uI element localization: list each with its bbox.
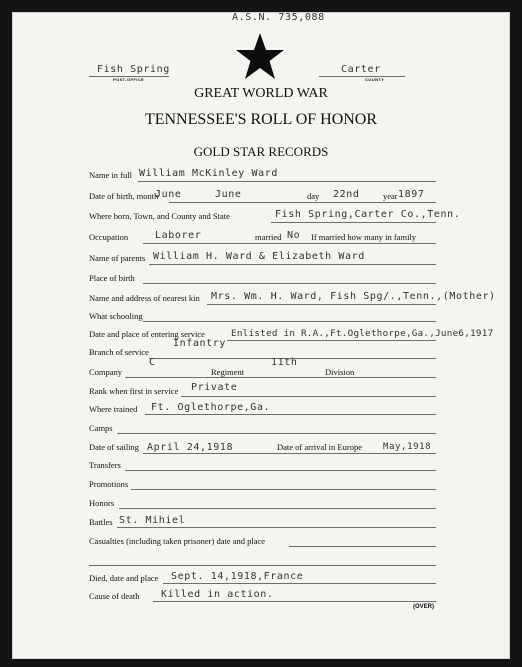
company-value: C xyxy=(149,357,156,368)
died-value: Sept. 14,1918,France xyxy=(171,571,304,582)
died-label: Died, date and place xyxy=(89,573,159,583)
rank-value: Private xyxy=(191,382,238,393)
line-company xyxy=(125,377,436,378)
branch-value: Infantry xyxy=(173,338,226,349)
county-line xyxy=(319,76,405,77)
line-kin xyxy=(207,304,436,305)
transfers-label: Transfers xyxy=(89,460,121,470)
kin-value: Mrs. Wm. H. Ward, Fish Spg/.,Tenn.,(Mother) xyxy=(211,291,496,302)
battles-value: St. Mihiel xyxy=(119,515,186,526)
line-honors xyxy=(119,508,436,509)
title-great-world-war: GREAT WORLD WAR xyxy=(194,86,328,101)
line-promotions xyxy=(131,489,436,490)
line-sailing xyxy=(143,453,436,454)
family-label: If married how many in family xyxy=(311,232,417,242)
record-card xyxy=(12,12,510,659)
entering-value: Enlisted in R.A.,Ft.Oglethorpe,Ga.,June6,1917 xyxy=(231,328,494,339)
serial-number: A.S.N. 735,088 xyxy=(232,12,325,23)
promotions-label: Promotions xyxy=(89,479,129,489)
post-office-value: Fish Spring xyxy=(97,64,170,75)
battles-label: Battles xyxy=(89,517,113,527)
married-value: No xyxy=(287,230,301,241)
sailing-label: Date of sailing xyxy=(89,442,140,452)
line-dob xyxy=(169,202,436,203)
branch-label: Branch of service xyxy=(89,347,149,357)
line-cause xyxy=(153,601,436,602)
schooling-label: What schooling xyxy=(89,311,143,321)
title-gold-star-records: GOLD STAR RECORDS xyxy=(193,144,329,159)
line-battles xyxy=(117,527,436,528)
line-occupation xyxy=(143,243,436,244)
over-label: (OVER) xyxy=(413,604,434,610)
line-camps xyxy=(117,433,436,434)
kin-label: Name and address of nearest kin xyxy=(89,293,200,303)
parents-value: William H. Ward & Elizabeth Ward xyxy=(153,251,365,262)
cause-label: Cause of death xyxy=(89,591,140,601)
company-label: Company xyxy=(89,367,123,377)
regiment-label: Regiment xyxy=(211,367,245,377)
honors-label: Honors xyxy=(89,498,115,508)
married-label: married xyxy=(255,232,282,242)
occupation-label: Occupation xyxy=(89,232,129,242)
trained-value: Ft. Oglethorpe,Ga. xyxy=(151,402,271,413)
dob-year: 1897 xyxy=(398,189,425,200)
dob-day: 22nd xyxy=(333,189,360,200)
camps-label: Camps xyxy=(89,423,113,433)
line-schooling xyxy=(143,321,436,322)
county-label: COUNTY xyxy=(365,77,385,82)
cause-value: Killed in action. xyxy=(161,589,274,600)
line-born xyxy=(271,222,436,223)
dob-label: Date of birth, month xyxy=(89,191,159,201)
county-value: Carter xyxy=(341,64,381,75)
name-value: William McKinley Ward xyxy=(139,168,279,179)
line-died xyxy=(163,583,436,584)
place-of-birth-label: Place of birth xyxy=(89,273,135,283)
born-value: Fish Spring,Carter Co.,Tenn. xyxy=(275,209,461,220)
arrival-value: May,1918 xyxy=(383,442,432,452)
line-entering xyxy=(227,340,436,341)
dob-month: June xyxy=(215,189,242,200)
day-label: day xyxy=(307,191,320,201)
born-label: Where born, Town, and County and State xyxy=(89,211,230,221)
line-casualties xyxy=(289,546,436,547)
line-parents xyxy=(149,264,436,265)
line-transfers xyxy=(125,470,436,471)
regiment-value: 11th xyxy=(271,357,298,368)
line-casualties-2 xyxy=(89,565,436,566)
line-name xyxy=(138,181,436,182)
arrival-label: Date of arrival in Europe xyxy=(277,442,362,452)
rank-label: Rank when first in service xyxy=(89,386,179,396)
trained-label: Where trained xyxy=(89,404,138,414)
casualties-label: Casualties (including taken prisoner) date and place xyxy=(89,536,266,546)
line-rank xyxy=(181,396,436,397)
occupation-value: Laborer xyxy=(155,230,202,241)
parents-label: Name of parents xyxy=(89,253,146,263)
line-trained xyxy=(145,414,436,415)
post-office-label: POST-OFFICE xyxy=(113,77,145,82)
name-label: Name in full xyxy=(89,170,132,180)
entering-label: Date and place of entering service xyxy=(89,329,205,339)
line-pob xyxy=(143,283,436,284)
year-label: year xyxy=(383,191,398,201)
dob-month-typed: June xyxy=(155,189,182,200)
star-icon xyxy=(235,33,285,86)
division-label: Division xyxy=(325,367,355,377)
title-roll-of-honor: TENNESSEE'S ROLL OF HONOR xyxy=(144,111,378,128)
sailing-value: April 24,1918 xyxy=(147,442,234,453)
